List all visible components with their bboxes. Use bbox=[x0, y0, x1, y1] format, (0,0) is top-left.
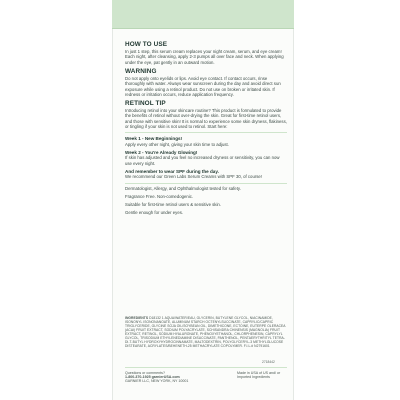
footer bbox=[125, 368, 287, 392]
week1-title: Week 1 - New Beginnings! bbox=[125, 136, 183, 142]
how-to-use-heading: HOW TO USE bbox=[125, 41, 168, 48]
warning-text: Do not apply onto eyelids or lips. Avoid eye contact. If contact occurs, rinse thoroughly with water. Always wear sunscreen during the day and avoid direct sun exposure while using a retinol product. Do not use on broken or irritated skin. If redness or irritation occurs, reduce application frequency. bbox=[125, 75, 281, 97]
made-in-usa: Made in USA of US and/ or Imported Ingredients bbox=[237, 371, 281, 380]
week2-title: Week 2 - You're Already Glowing! bbox=[125, 149, 198, 155]
how-to-use-text: In just 1 step, this serum cream replaces your night cream, serum, and eye cream! Each night, after cleansing, apply 2-3 pumps all over face and neck. When applying under the eye, pat gently in an outward motion. bbox=[125, 49, 284, 65]
retinol-tip-heading: RETINOL TIP bbox=[125, 99, 166, 107]
divider bbox=[125, 183, 287, 184]
ingredients-label: INGREDIENTS bbox=[125, 316, 149, 320]
company-address: GARNIER LLC, NEW YORK, NY 10001 bbox=[125, 379, 189, 384]
contact-info bbox=[125, 371, 235, 384]
week2-text: If skin has adjusted and you feel no increased dryness or sensitivity, you can now use every night. bbox=[125, 155, 280, 166]
questions-text: Questions or comments? bbox=[125, 371, 165, 375]
phone-website: 1-800-370-1925 garnierUSA.com bbox=[125, 375, 180, 380]
claim-gentle: Gentle enough for under eyes. bbox=[125, 210, 184, 216]
spf-title: And remember to wear SPF during the day. bbox=[125, 168, 219, 174]
claim-suitable: Suitable for first-time retinol users & sensitive skin. bbox=[125, 202, 221, 208]
lot-code: 2718442 bbox=[262, 360, 275, 364]
spf-text: We recommend our Green Labs Serum Creams with SPF 30, of course! bbox=[125, 174, 262, 180]
ingredients-list bbox=[125, 316, 287, 348]
divider bbox=[125, 132, 287, 133]
ingredients-text: AQUA/WATER/EAU, GLYCERIN, BUTYLENE GLYCOL, NIACINAMIDE, ISONONYL ISONONANOATE, ALUMINUM STARCH OCTENYLSUCCINATE, CAPRYLIC/CAPRIC TRIGLYCERIDE, GLYCINE SOJA OIL/SOYBEAN OIL, DIMETHICONE, ECTOINE, EUTERPE OLERACEA (ACAI) FRUIT EXTRACT, SODIUM POLYACRYLATE, SCHISANDRA CHINENSIS (MAGNOLIA) FRUIT EXTRACT, RETINOL, SODIUM HYALURONATE, PHENOXYETHANOL, CHLORPHENESIN, CAPRYLYL GLYCOL, TRISODIUM ETHYLENEDIAMINE DISUCCINATE, PANTHENOL, PENTAERYTHRITYL TETRA-DI-T-BUTYL HYDROXYHYDROCINNAMATE, MALTODEXTRIN, POLYGLYCERYL-3 METHYLGLUCOSE DISTEARATE, ACRYLATES/BEHENETH-25 METHACRYLATE COPOLYMER. F.I.L.# N2791601 bbox=[125, 316, 286, 348]
claim-tested: Dermatologist, Allergy, and Ophthalmologist tested for safety. bbox=[125, 186, 241, 192]
carton-text-panel bbox=[116, 0, 294, 400]
ingredients-code: D18132 1 bbox=[149, 316, 164, 320]
retinol-tip-text: Introducing retinol into your skincare routine? This product is formulated to provide the benefits of retinol without over-drying the skin. Great for first-time retinol users, and those with sensitive skin! It is normal to experience some skin dryness, flakiness, or tingling if your skin is not used to retinol. Start here: bbox=[125, 107, 287, 130]
warning-heading: WARNING bbox=[125, 67, 157, 75]
week1-text: Apply every other night, giving your skin time to adjust. bbox=[125, 141, 229, 147]
directions-content bbox=[125, 41, 287, 218]
claim-fragrance-free: Fragrance Free. Non-comedogenic. bbox=[125, 194, 194, 200]
